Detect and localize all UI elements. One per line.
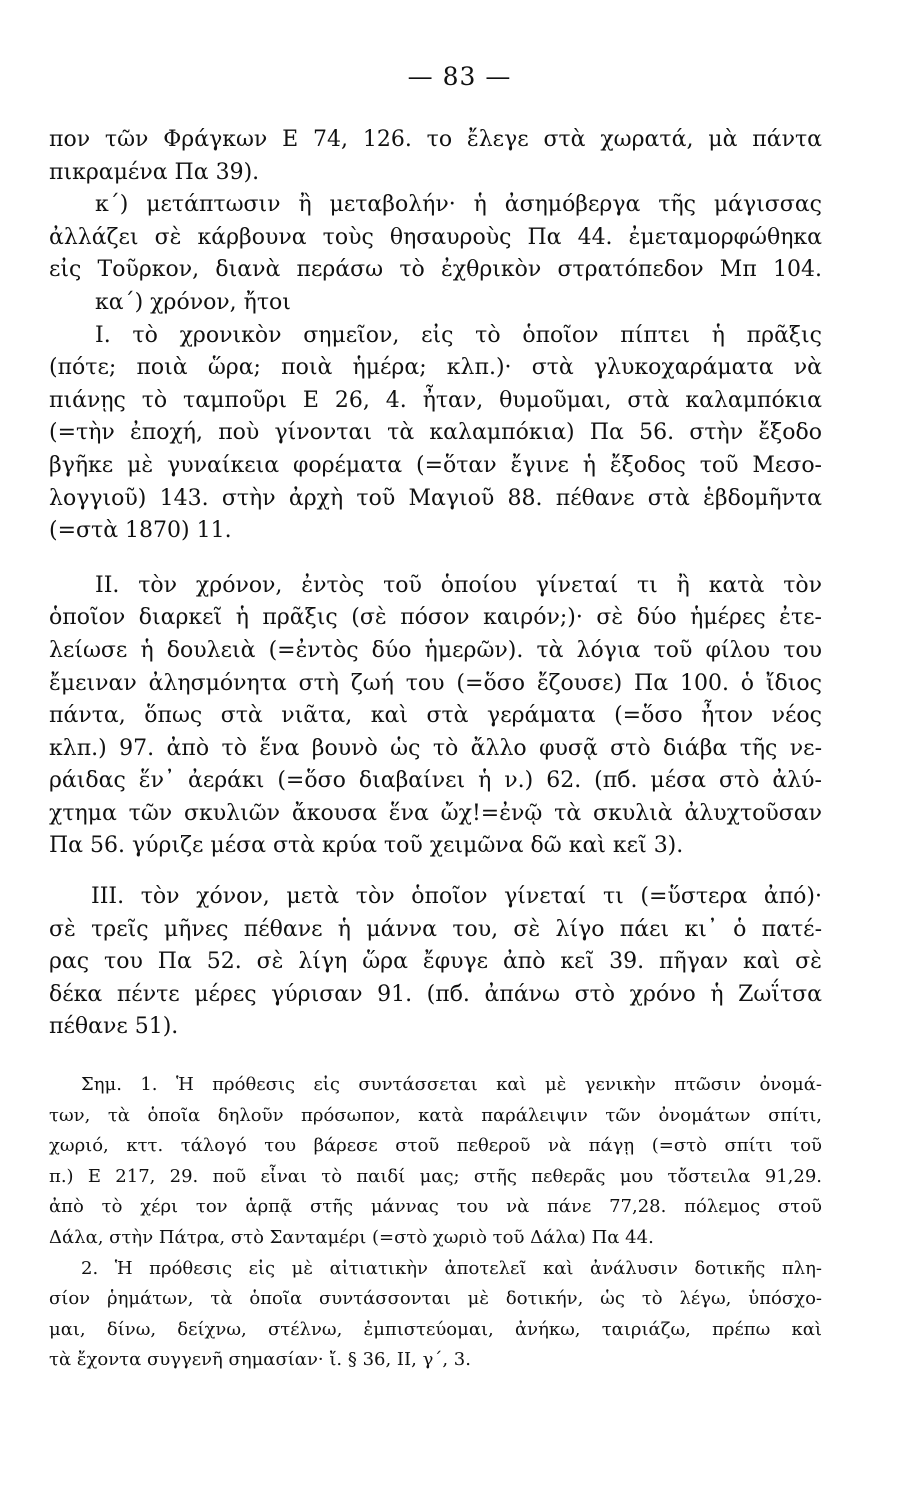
note-line: των, τὰ ὁποῖα δηλοῦν πρόσωπον, κατὰ παράλειψιν τῶν ὀνομάτων σπίτι, xyxy=(49,1104,822,1126)
section-heading-ka: κα΄) χρόνον, ἤτοι xyxy=(95,289,291,315)
note-line: μαι, δίνω, δείχνω, στέλνω, ἐμπιστεύομαι, ἀνήκω, ταιριάζω, πρέπω καὶ xyxy=(49,1318,822,1340)
text-line: πιάνῃς τὸ ταμποῦρι Ε 26, 4. ἦταν, θυμοῦμαι, στὰ καλαμπόκια xyxy=(49,387,822,413)
text-line: ἀλλάζει σὲ κάρβουνα τοὺς θησαυροὺς Πα 44. ἐμεταμορφώθηκα xyxy=(49,224,822,250)
main-text xyxy=(49,124,822,1044)
note-line: π.) Ε 217, 29. ποῦ εἶναι τὸ παιδί μας; στῆς πεθερᾶς μου τὄστειλα 91,29. xyxy=(49,1165,822,1187)
note-line: Δάλα, στὴν Πάτρα, στὸ Σανταμέρι (=στὸ χωριὸ τοῦ Δάλα) Πα 44. xyxy=(49,1226,654,1248)
text-line: (=στὰ 1870) 11. xyxy=(49,518,232,544)
text-line: ράιδας ἕν᾽ ἀεράκι (=ὅσο διαβαίνει ἡ ν.) 62. (πб. μέσα στὸ ἀλύ- xyxy=(49,768,822,794)
text-line: ὁποῖον διαρκεῖ ἡ πρᾶξις (σὲ πόσον καιρόν;)· σὲ δύο ἡμέρες ἐτε- xyxy=(49,605,822,631)
page-number: — 83 — xyxy=(407,62,512,91)
text-line: εἰς Τοῦρκον, διανὰ περάσω τὸ ἐχθρικὸν στρατόπεδον Μπ 104. xyxy=(49,257,822,283)
subsection-heading-1: I. τὸ χρονικὸν σημεῖον, εἰς τὸ ὁποῖον πίπτει ἡ πρᾶξις xyxy=(95,322,822,348)
section-heading-k: κ΄) μετάπτωσιν ἢ μεταβολήν· ἡ ἀσημόβεργα τῆς μάγισσας xyxy=(95,192,822,218)
text-line: ἔμειναν ἀλησμόνητα στὴ ζωή του (=ὅσο ἔζουσε) Πα 100. ὁ ἴδιος xyxy=(49,670,822,696)
note-line: Σημ. 1. Ἡ πρόθεσις εἰς συντάσσεται καὶ μὲ γενικὴν πτῶσιν ὀνομά- xyxy=(81,1074,822,1095)
text-line: κλπ.) 97. ἀπὸ τὸ ἕνα βουνὸ ὡς τὸ ἄλλο φυσᾷ στὸ διάβα τῆς νε- xyxy=(49,735,822,761)
text-line: πάντα, ὅπως στὰ νιᾶτα, καὶ στὰ γεράματα (=ὅσο ἦτον νέος xyxy=(49,703,822,729)
text-line: Πα 56. γύριζε μέσα στὰ κρύα τοῦ χειμῶνα δῶ καὶ κεῖ 3). xyxy=(49,833,684,859)
subsection-heading-2: II. τὸν χρόνον, ἐντὸς τοῦ ὁποίου γίνεταί τι ἢ κατὰ τὸν xyxy=(95,572,822,598)
text-line: βγῆκε μὲ γυναίκεια φορέματα (=ὅταν ἔγινε ἡ ἔξοδος τοῦ Μεσο- xyxy=(49,452,822,478)
footnotes xyxy=(49,1070,822,1376)
note-line: ἀπὸ τὸ χέρι τον ἁρπᾷ στῆς μάννας του νὰ πάνε 77,28. πόλεμος στοῦ xyxy=(49,1196,822,1218)
text-line: λογγιοῦ) 143. στὴν ἀρχὴ τοῦ Μαγιοῦ 88. πέθανε στὰ ἑβδομῆντα xyxy=(49,485,822,511)
text-line: (πότε; ποιὰ ὥρα; ποιὰ ἡμέρα; κλπ.)· στὰ γλυκοχαράματα νὰ xyxy=(49,355,822,381)
note-line: τὰ ἔχοντα συγγενῆ σημασίαν· ἴ. § 36, II, γ΄, 3. xyxy=(49,1349,471,1371)
note-line: σίον ῥημάτων, τὰ ὁποῖα συντάσσονται μὲ δοτικήν, ὡς τὸ λέγω, ὑπόσχο- xyxy=(49,1288,822,1310)
text-line: ρας του Πα 52. σὲ λίγη ὥρα ἔφυγε ἀπὸ κεῖ 39. πῆγαν καὶ σὲ xyxy=(49,949,822,975)
text-line: δέκα πέντε μέρες γύρισαν 91. (πб. ἀπάνω στὸ χρόνο ἡ Ζωΐτσα xyxy=(49,981,822,1007)
text-line: πέθανε 51). xyxy=(49,1014,179,1040)
text-line: λείωσε ἡ δουλειὰ (=ἐντὸς δύο ἡμερῶν). τὰ λόγια τοῦ φίλου του xyxy=(49,637,822,663)
text-line: σὲ τρεῖς μῆνες πέθανε ἡ μάννα του, σὲ λίγο πάει κι᾽ ὁ πατέ- xyxy=(49,916,822,942)
note-line: χωριό, κττ. τάλογό του βάρεσε στοῦ πεθεροῦ νὰ πάγῃ (=στὸ σπίτι τοῦ xyxy=(49,1135,822,1157)
subsection-heading-3: III. τὸν χόνον, μετὰ τὸν ὁποῖον γίνεταί τι (=ὕστερα ἀπό)· xyxy=(91,884,822,910)
text-line: (=τὴν ἐποχή, ποὺ γίνονται τὰ καλαμπόκια) Πα 56. στὴν ἔξοδο xyxy=(49,420,822,446)
note-line: 2. Ἡ πρόθεσις εἰς μὲ αἰτιατικὴν ἀποτελεῖ καὶ ἀνάλυσιν δοτικῆς πλη- xyxy=(81,1257,822,1279)
text-line: πικραμένα Πα 39). xyxy=(49,159,260,185)
text-line: πον τῶν Φράγκων Ε 74, 126. το ἔλεγε στὰ χωρατά, μὰ πάντα xyxy=(49,127,822,152)
text-line: χτημα τῶν σκυλιῶν ἄκουσα ἕνα ὤχ!=ἐνῷ τὰ σκυλιὰ ἀλυχτοῦσαν xyxy=(49,800,822,826)
